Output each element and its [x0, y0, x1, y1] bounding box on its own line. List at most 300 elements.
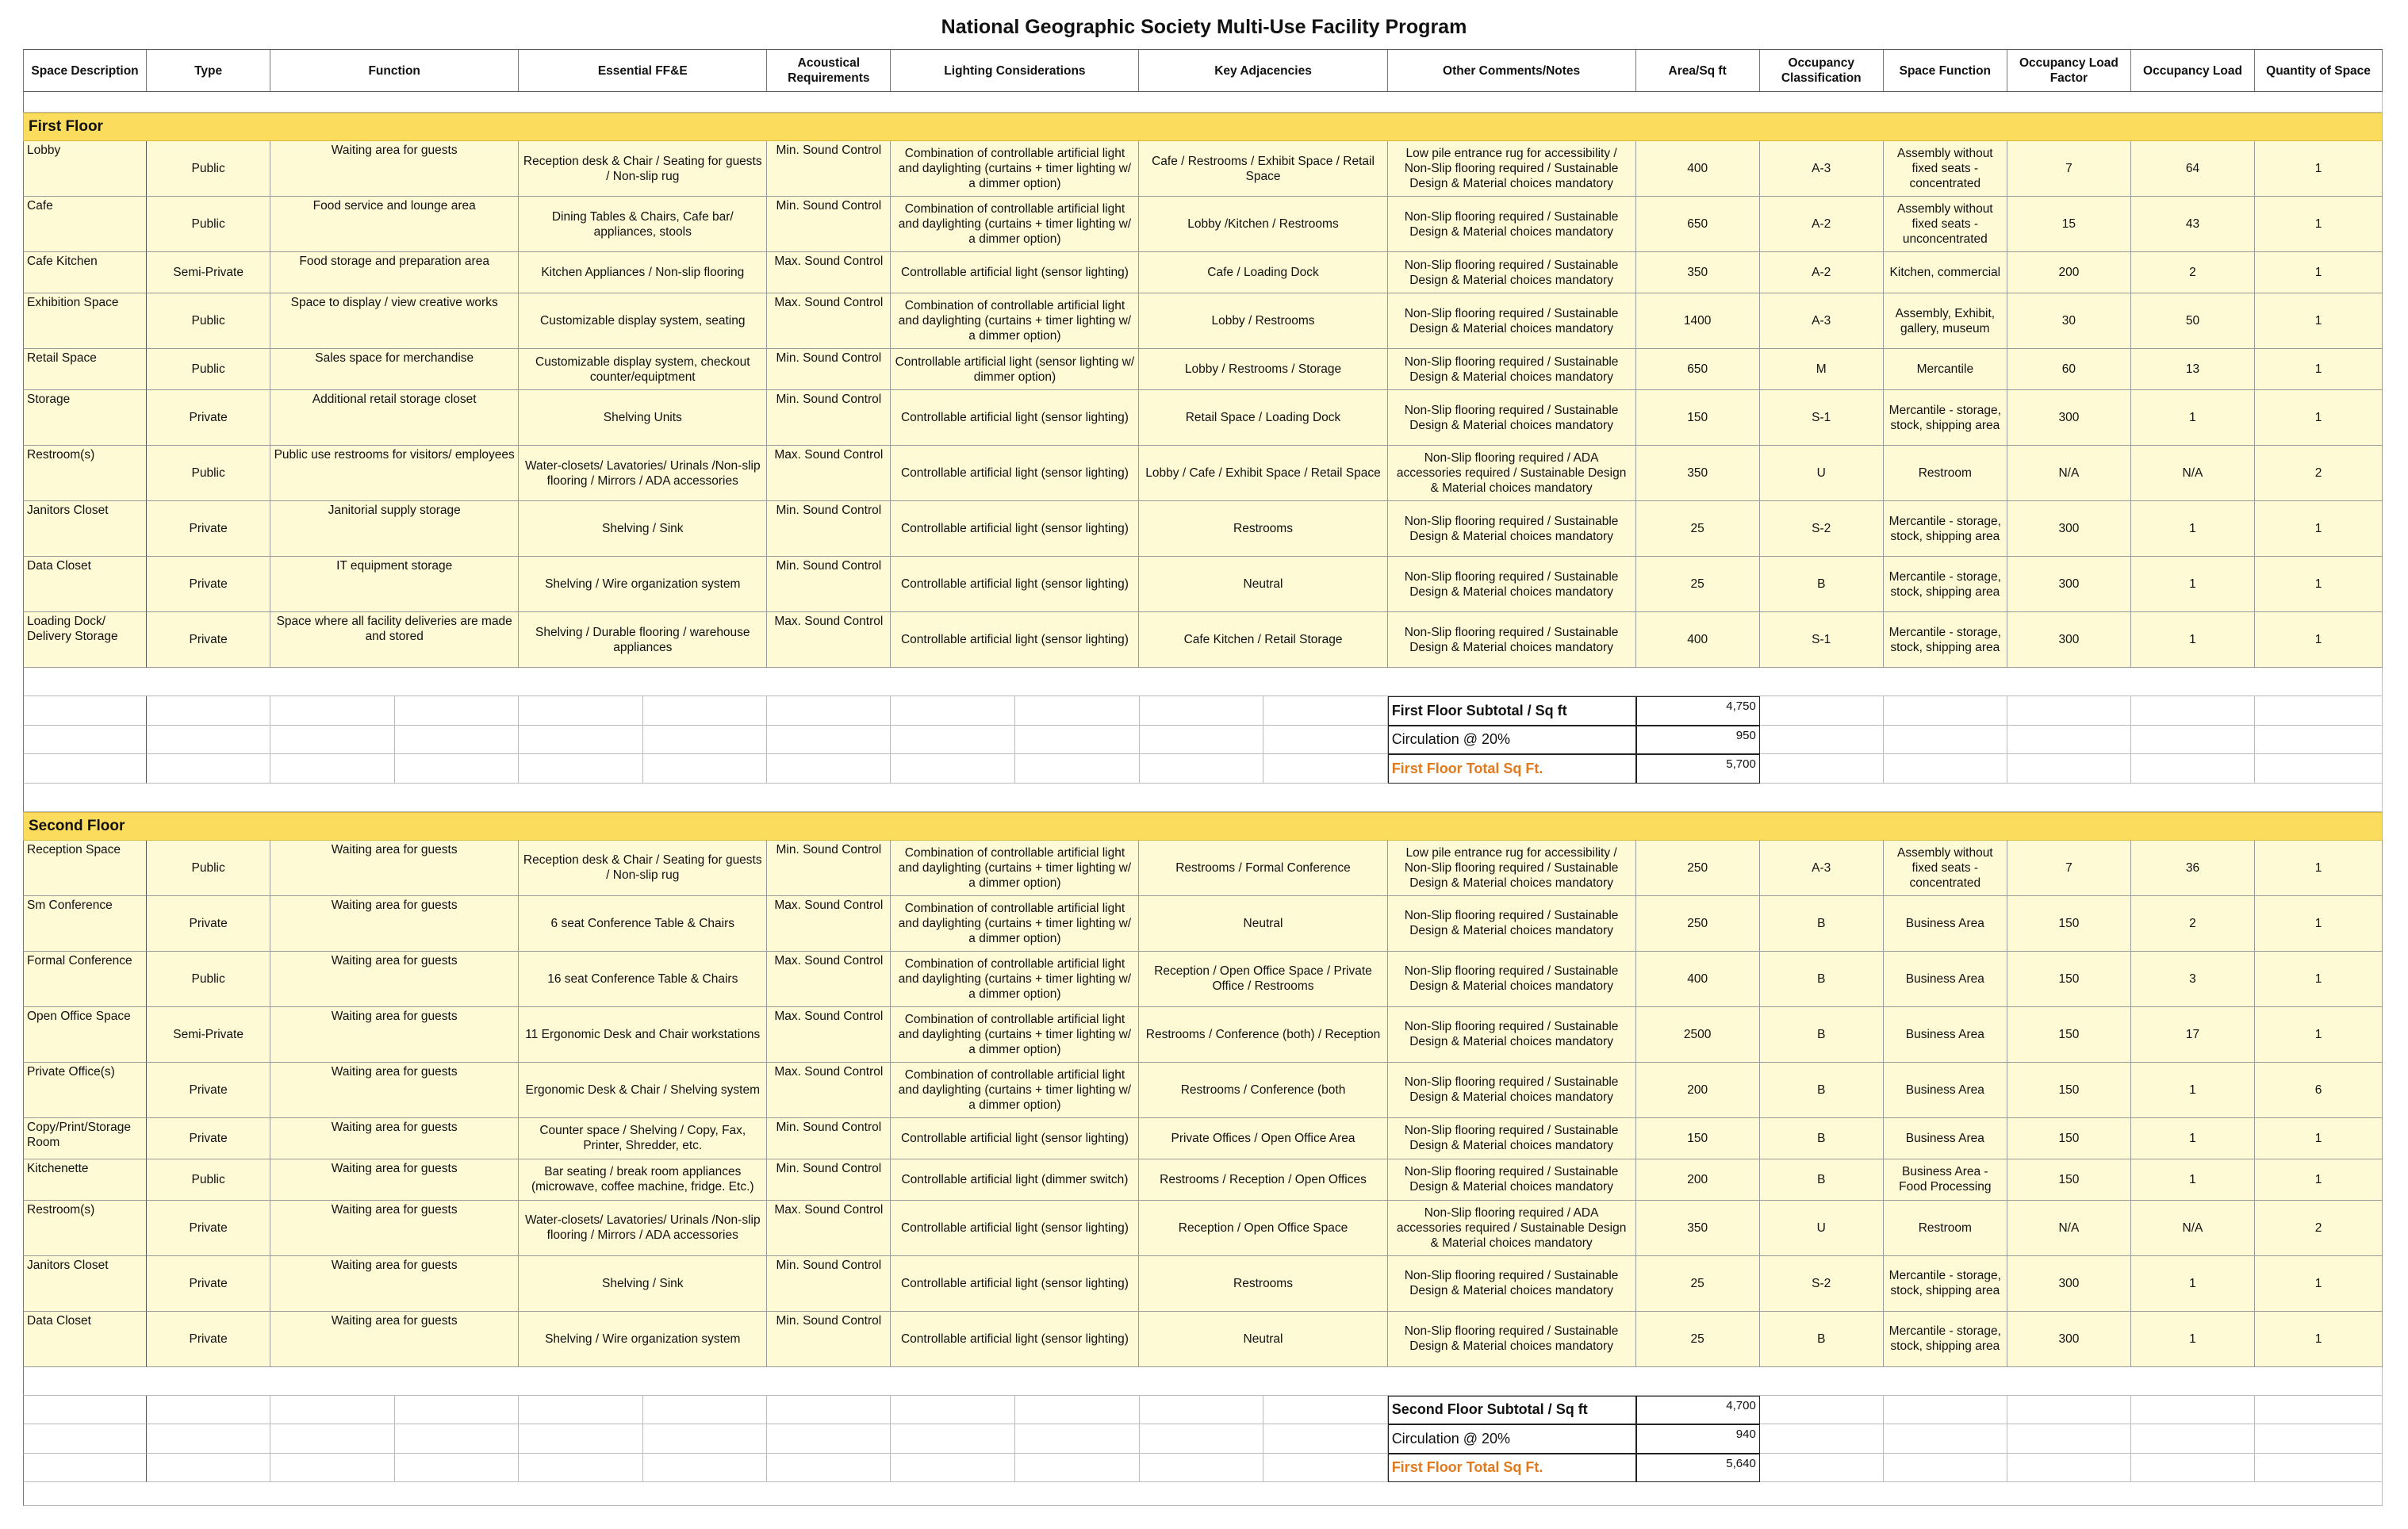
empty-cell	[767, 696, 891, 726]
cell-occupancy-load: 1	[2131, 1159, 2255, 1201]
cell-acoustical-requirements: Max. Sound Control	[767, 252, 891, 293]
cell-type: Semi-Private	[147, 252, 270, 293]
table-row	[23, 1201, 2383, 1256]
empty-cell	[2255, 1454, 2383, 1483]
cell-acoustical-requirements: Min. Sound Control	[767, 349, 891, 390]
cell-space-function: Mercantile - storage, stock, shipping area	[1884, 557, 2007, 612]
cell-occupancy-load-factor: 150	[2007, 1118, 2131, 1159]
cell-essential-ffe: Counter space / Shelving / Copy, Fax, Printer, Shredder, etc.	[519, 1118, 767, 1159]
cell-essential-ffe: Shelving / Wire organization system	[519, 557, 767, 612]
total-row-value: 5,640	[1636, 1454, 1760, 1483]
cell-occupancy-load: 1	[2131, 390, 2255, 446]
empty-cell	[395, 1454, 520, 1483]
empty-cell	[1140, 1396, 1264, 1425]
empty-cell	[1015, 1396, 1140, 1425]
cell-other-notes: Non-Slip flooring required / Sustainable Design & Material choices mandatory	[1388, 501, 1636, 557]
cell-acoustical-requirements: Max. Sound Control	[767, 952, 891, 1007]
cell-key-adjacencies: Reception / Open Office Space	[1139, 1201, 1387, 1256]
empty-cell	[147, 726, 270, 755]
empty-cell	[519, 754, 643, 784]
cell-area: 400	[1636, 141, 1760, 197]
cell-space-description: Restroom(s)	[23, 446, 147, 501]
column-header-other-notes: Other Comments/Notes	[1388, 50, 1636, 92]
column-header-acoustical-requirements: Acoustical Requirements	[767, 50, 891, 92]
blank-cell	[23, 1482, 2383, 1506]
cell-type: Public	[147, 841, 270, 896]
cell-function: Waiting area for guests	[270, 1007, 519, 1063]
empty-cell	[643, 1454, 768, 1483]
cell-function: Waiting area for guests	[270, 1118, 519, 1159]
cell-occupancy-classification: S-2	[1760, 501, 1884, 557]
cell-occupancy-classification: B	[1760, 952, 1884, 1007]
cell-area: 250	[1636, 896, 1760, 952]
cell-function: IT equipment storage	[270, 557, 519, 612]
table-row	[23, 557, 2383, 612]
empty-cell	[2255, 1424, 2383, 1454]
cell-acoustical-requirements: Min. Sound Control	[767, 841, 891, 896]
empty-cell	[643, 754, 768, 784]
table-row	[23, 1118, 2383, 1159]
empty-cell	[23, 1396, 147, 1425]
cell-type: Semi-Private	[147, 1007, 270, 1063]
cell-space-function: Business Area	[1884, 1007, 2007, 1063]
blank-row	[23, 92, 2383, 113]
empty-cell	[2007, 1396, 2131, 1425]
cell-function: Waiting area for guests	[270, 1159, 519, 1201]
empty-cell	[1263, 754, 1388, 784]
empty-cell	[1760, 754, 1884, 784]
table-row	[23, 896, 2383, 952]
subtotal-row-value: 4,700	[1636, 1396, 1760, 1425]
cell-acoustical-requirements: Max. Sound Control	[767, 896, 891, 952]
column-header-quantity: Quantity of Space	[2255, 50, 2383, 92]
cell-space-function: Mercantile - storage, stock, shipping area	[1884, 390, 2007, 446]
empty-cell	[1760, 1424, 1884, 1454]
empty-cell	[2131, 1424, 2255, 1454]
cell-type: Private	[147, 1063, 270, 1118]
cell-space-description: Kitchenette	[23, 1159, 147, 1201]
cell-other-notes: Non-Slip flooring required / Sustainable Design & Material choices mandatory	[1388, 1007, 1636, 1063]
cell-other-notes: Non-Slip flooring required / Sustainable Design & Material choices mandatory	[1388, 1063, 1636, 1118]
cell-essential-ffe: Water-closets/ Lavatories/ Urinals /Non-slip flooring / Mirrors / ADA accessories	[519, 1201, 767, 1256]
cell-lighting-considerations: Controllable artificial light (sensor lighting)	[891, 1256, 1139, 1312]
empty-cell	[767, 726, 891, 755]
column-header-occupancy-load: Occupancy Load	[2131, 50, 2255, 92]
table-row	[23, 390, 2383, 446]
cell-lighting-considerations: Controllable artificial light (sensor lighting)	[891, 557, 1139, 612]
cell-area: 650	[1636, 349, 1760, 390]
cell-essential-ffe: Customizable display system, seating	[519, 293, 767, 349]
circulation-row-value: 940	[1636, 1424, 1760, 1454]
cell-occupancy-load-factor: 300	[2007, 1256, 2131, 1312]
cell-other-notes: Non-Slip flooring required / Sustainable Design & Material choices mandatory	[1388, 896, 1636, 952]
cell-space-description: Data Closet	[23, 1312, 147, 1367]
empty-cell	[147, 696, 270, 726]
cell-occupancy-classification: S-1	[1760, 612, 1884, 668]
floor-header: Second Floor	[23, 812, 2383, 841]
cell-occupancy-load-factor: 150	[2007, 1063, 2131, 1118]
cell-lighting-considerations: Combination of controllable artificial light and daylighting (curtains + timer lighting w/ a dimmer option)	[891, 952, 1139, 1007]
cell-key-adjacencies: Restrooms / Reception / Open Offices	[1139, 1159, 1387, 1201]
empty-cell	[147, 1454, 270, 1483]
cell-quantity: 1	[2255, 952, 2383, 1007]
cell-quantity: 1	[2255, 557, 2383, 612]
empty-cell	[23, 726, 147, 755]
cell-key-adjacencies: Retail Space / Loading Dock	[1139, 390, 1387, 446]
cell-space-function: Assembly, Exhibit, gallery, museum	[1884, 293, 2007, 349]
cell-other-notes: Non-Slip flooring required / ADA accessories required / Sustainable Design & Material choices mandatory	[1388, 1201, 1636, 1256]
cell-area: 350	[1636, 446, 1760, 501]
cell-acoustical-requirements: Max. Sound Control	[767, 1063, 891, 1118]
cell-occupancy-load: 17	[2131, 1007, 2255, 1063]
cell-occupancy-load-factor: 30	[2007, 293, 2131, 349]
empty-cell	[147, 754, 270, 784]
cell-area: 350	[1636, 252, 1760, 293]
blank-row	[23, 1482, 2383, 1506]
cell-lighting-considerations: Combination of controllable artificial light and daylighting (curtains + timer lighting w/ a dimmer option)	[891, 293, 1139, 349]
cell-function: Janitorial supply storage	[270, 501, 519, 557]
table-row	[23, 952, 2383, 1007]
cell-area: 400	[1636, 952, 1760, 1007]
cell-occupancy-load-factor: 300	[2007, 557, 2131, 612]
empty-cell	[2007, 696, 2131, 726]
table-row	[23, 252, 2383, 293]
cell-lighting-considerations: Controllable artificial light (sensor lighting)	[891, 390, 1139, 446]
cell-key-adjacencies: Restrooms / Conference (both) / Reception	[1139, 1007, 1387, 1063]
cell-lighting-considerations: Combination of controllable artificial light and daylighting (curtains + timer lighting w/ a dimmer option)	[891, 896, 1139, 952]
cell-occupancy-load-factor: 150	[2007, 1007, 2131, 1063]
cell-function: Food service and lounge area	[270, 197, 519, 252]
cell-occupancy-load-factor: 15	[2007, 197, 2131, 252]
empty-cell	[767, 754, 891, 784]
cell-key-adjacencies: Cafe / Loading Dock	[1139, 252, 1387, 293]
total-row	[23, 1454, 2383, 1483]
column-header-space-description: Space Description	[23, 50, 147, 92]
blank-row	[23, 1367, 2383, 1396]
empty-cell	[1015, 696, 1140, 726]
cell-space-description: Data Closet	[23, 557, 147, 612]
empty-cell	[2007, 1424, 2131, 1454]
empty-cell	[519, 1424, 643, 1454]
cell-essential-ffe: Shelving / Sink	[519, 1256, 767, 1312]
total-row-label: First Floor Total Sq Ft.	[1388, 754, 1636, 784]
cell-area: 2500	[1636, 1007, 1760, 1063]
table-row	[23, 1007, 2383, 1063]
cell-key-adjacencies: Lobby / Restrooms / Storage	[1139, 349, 1387, 390]
cell-occupancy-classification: B	[1760, 1007, 1884, 1063]
circulation-row	[23, 1424, 2383, 1454]
cell-area: 25	[1636, 1312, 1760, 1367]
cell-quantity: 6	[2255, 1063, 2383, 1118]
cell-other-notes: Non-Slip flooring required / Sustainable Design & Material choices mandatory	[1388, 252, 1636, 293]
cell-acoustical-requirements: Min. Sound Control	[767, 1256, 891, 1312]
empty-cell	[2255, 726, 2383, 755]
cell-type: Private	[147, 896, 270, 952]
cell-acoustical-requirements: Min. Sound Control	[767, 390, 891, 446]
empty-cell	[891, 1396, 1015, 1425]
empty-cell	[2007, 1454, 2131, 1483]
empty-cell	[2131, 754, 2255, 784]
cell-occupancy-load-factor: 200	[2007, 252, 2131, 293]
subtotal-row-label: First Floor Subtotal / Sq ft	[1388, 696, 1636, 726]
table-row	[23, 197, 2383, 252]
cell-area: 350	[1636, 1201, 1760, 1256]
cell-type: Private	[147, 612, 270, 668]
cell-quantity: 1	[2255, 841, 2383, 896]
cell-space-description: Lobby	[23, 141, 147, 197]
cell-acoustical-requirements: Max. Sound Control	[767, 612, 891, 668]
cell-occupancy-classification: U	[1760, 446, 1884, 501]
empty-cell	[270, 696, 395, 726]
cell-occupancy-load-factor: 300	[2007, 501, 2131, 557]
cell-occupancy-load: N/A	[2131, 446, 2255, 501]
column-header-lighting-considerations: Lighting Considerations	[891, 50, 1139, 92]
empty-cell	[270, 1424, 395, 1454]
empty-cell	[891, 1454, 1015, 1483]
cell-essential-ffe: Reception desk & Chair / Seating for guests / Non-slip rug	[519, 141, 767, 197]
empty-cell	[2131, 1396, 2255, 1425]
cell-key-adjacencies: Neutral	[1139, 896, 1387, 952]
table-row	[23, 1312, 2383, 1367]
empty-cell	[891, 1424, 1015, 1454]
cell-lighting-considerations: Combination of controllable artificial light and daylighting (curtains + timer lighting w/ a dimmer option)	[891, 1007, 1139, 1063]
empty-cell	[1263, 726, 1388, 755]
empty-cell	[1263, 696, 1388, 726]
cell-occupancy-classification: M	[1760, 349, 1884, 390]
cell-occupancy-load-factor: 7	[2007, 141, 2131, 197]
cell-other-notes: Non-Slip flooring required / Sustainable Design & Material choices mandatory	[1388, 349, 1636, 390]
cell-occupancy-load: 64	[2131, 141, 2255, 197]
cell-quantity: 1	[2255, 197, 2383, 252]
cell-key-adjacencies: Lobby / Cafe / Exhibit Space / Retail Space	[1139, 446, 1387, 501]
cell-other-notes: Non-Slip flooring required / Sustainable Design & Material choices mandatory	[1388, 557, 1636, 612]
empty-cell	[23, 696, 147, 726]
cell-essential-ffe: Shelving Units	[519, 390, 767, 446]
empty-cell	[1140, 754, 1264, 784]
cell-function: Sales space for merchandise	[270, 349, 519, 390]
cell-area: 250	[1636, 841, 1760, 896]
cell-lighting-considerations: Controllable artificial light (sensor lighting)	[891, 501, 1139, 557]
cell-type: Private	[147, 501, 270, 557]
circulation-row-value: 950	[1636, 726, 1760, 755]
cell-quantity: 2	[2255, 1201, 2383, 1256]
empty-cell	[767, 1396, 891, 1425]
cell-other-notes: Non-Slip flooring required / ADA accessories required / Sustainable Design & Material choices mandatory	[1388, 446, 1636, 501]
cell-space-function: Mercantile - storage, stock, shipping area	[1884, 1312, 2007, 1367]
column-header-occupancy-load-factor: Occupancy Load Factor	[2007, 50, 2131, 92]
cell-function: Space where all facility deliveries are made and stored	[270, 612, 519, 668]
cell-occupancy-load: N/A	[2131, 1201, 2255, 1256]
column-header-essential-ffe: Essential FF&E	[519, 50, 767, 92]
cell-lighting-considerations: Combination of controllable artificial light and daylighting (curtains + timer lighting w/ a dimmer option)	[891, 841, 1139, 896]
column-header-type: Type	[147, 50, 270, 92]
cell-key-adjacencies: Neutral	[1139, 1312, 1387, 1367]
cell-essential-ffe: Bar seating / break room appliances (microwave, coffee machine, fridge. Etc.)	[519, 1159, 767, 1201]
empty-cell	[23, 1424, 147, 1454]
cell-quantity: 1	[2255, 1256, 2383, 1312]
cell-quantity: 1	[2255, 293, 2383, 349]
blank-cell	[23, 668, 2383, 696]
cell-other-notes: Non-Slip flooring required / Sustainable Design & Material choices mandatory	[1388, 612, 1636, 668]
total-row-value: 5,700	[1636, 754, 1760, 784]
cell-quantity: 1	[2255, 141, 2383, 197]
cell-occupancy-load-factor: 150	[2007, 896, 2131, 952]
cell-occupancy-load-factor: N/A	[2007, 446, 2131, 501]
empty-cell	[2255, 754, 2383, 784]
cell-function: Waiting area for guests	[270, 896, 519, 952]
empty-cell	[643, 1396, 768, 1425]
cell-space-function: Mercantile - storage, stock, shipping area	[1884, 501, 2007, 557]
cell-occupancy-classification: A-2	[1760, 197, 1884, 252]
subtotal-row	[23, 696, 2383, 726]
empty-cell	[1263, 1424, 1388, 1454]
cell-lighting-considerations: Controllable artificial light (sensor lighting)	[891, 1312, 1139, 1367]
cell-space-description: Formal Conference	[23, 952, 147, 1007]
cell-function: Waiting area for guests	[270, 1201, 519, 1256]
empty-cell	[891, 726, 1015, 755]
cell-function: Waiting area for guests	[270, 1256, 519, 1312]
empty-cell	[270, 726, 395, 755]
cell-lighting-considerations: Controllable artificial light (sensor lighting)	[891, 612, 1139, 668]
cell-space-description: Janitors Closet	[23, 1256, 147, 1312]
cell-occupancy-load-factor: 300	[2007, 1312, 2131, 1367]
cell-acoustical-requirements: Min. Sound Control	[767, 557, 891, 612]
program-table	[23, 49, 2383, 1506]
empty-cell	[1884, 696, 2007, 726]
empty-cell	[1140, 1454, 1264, 1483]
cell-area: 25	[1636, 501, 1760, 557]
cell-space-description: Open Office Space	[23, 1007, 147, 1063]
cell-lighting-considerations: Controllable artificial light (sensor lighting)	[891, 1201, 1139, 1256]
cell-acoustical-requirements: Min. Sound Control	[767, 1312, 891, 1367]
circulation-row-label: Circulation @ 20%	[1388, 1424, 1636, 1454]
cell-space-description: Sm Conference	[23, 896, 147, 952]
cell-quantity: 1	[2255, 1118, 2383, 1159]
cell-occupancy-load: 1	[2131, 1063, 2255, 1118]
cell-other-notes: Non-Slip flooring required / Sustainable Design & Material choices mandatory	[1388, 390, 1636, 446]
cell-occupancy-classification: B	[1760, 1118, 1884, 1159]
empty-cell	[1760, 696, 1884, 726]
cell-type: Public	[147, 141, 270, 197]
cell-space-function: Mercantile - storage, stock, shipping area	[1884, 1256, 2007, 1312]
cell-occupancy-load: 1	[2131, 1118, 2255, 1159]
cell-other-notes: Non-Slip flooring required / Sustainable Design & Material choices mandatory	[1388, 1118, 1636, 1159]
cell-type: Public	[147, 952, 270, 1007]
cell-occupancy-classification: B	[1760, 1312, 1884, 1367]
cell-lighting-considerations: Combination of controllable artificial light and daylighting (curtains + timer lighting w/ a dimmer option)	[891, 1063, 1139, 1118]
cell-lighting-considerations: Combination of controllable artificial light and daylighting (curtains + timer lighting w/ a dimmer option)	[891, 141, 1139, 197]
table-row	[23, 349, 2383, 390]
cell-area: 150	[1636, 1118, 1760, 1159]
cell-type: Private	[147, 390, 270, 446]
table-row	[23, 501, 2383, 557]
cell-other-notes: Non-Slip flooring required / Sustainable Design & Material choices mandatory	[1388, 952, 1636, 1007]
empty-cell	[147, 1424, 270, 1454]
cell-type: Public	[147, 349, 270, 390]
empty-cell	[1760, 726, 1884, 755]
cell-acoustical-requirements: Max. Sound Control	[767, 293, 891, 349]
empty-cell	[767, 1454, 891, 1483]
table-row	[23, 1063, 2383, 1118]
cell-other-notes: Non-Slip flooring required / Sustainable Design & Material choices mandatory	[1388, 197, 1636, 252]
cell-function: Waiting area for guests	[270, 841, 519, 896]
cell-occupancy-classification: B	[1760, 557, 1884, 612]
cell-key-adjacencies: Restrooms / Formal Conference	[1139, 841, 1387, 896]
cell-acoustical-requirements: Max. Sound Control	[767, 1007, 891, 1063]
cell-quantity: 1	[2255, 1159, 2383, 1201]
blank-cell	[23, 784, 2383, 812]
blank-cell	[23, 1367, 2383, 1396]
blank-row	[23, 784, 2383, 812]
cell-quantity: 1	[2255, 896, 2383, 952]
cell-quantity: 1	[2255, 1312, 2383, 1367]
empty-cell	[1884, 1454, 2007, 1483]
cell-lighting-considerations: Controllable artificial light (sensor lighting)	[891, 252, 1139, 293]
subtotal-row-value: 4,750	[1636, 696, 1760, 726]
cell-space-description: Copy/Print/Storage Room	[23, 1118, 147, 1159]
cell-function: Waiting area for guests	[270, 952, 519, 1007]
cell-other-notes: Non-Slip flooring required / Sustainable Design & Material choices mandatory	[1388, 293, 1636, 349]
cell-space-description: Loading Dock/ Delivery Storage	[23, 612, 147, 668]
empty-cell	[1015, 726, 1140, 755]
table-row	[23, 841, 2383, 896]
cell-occupancy-classification: A-3	[1760, 293, 1884, 349]
empty-cell	[519, 1396, 643, 1425]
cell-essential-ffe: Customizable display system, checkout counter/equiptment	[519, 349, 767, 390]
empty-cell	[2131, 726, 2255, 755]
cell-occupancy-classification: A-2	[1760, 252, 1884, 293]
empty-cell	[1015, 754, 1140, 784]
empty-cell	[1884, 1396, 2007, 1425]
cell-essential-ffe: 6 seat Conference Table & Chairs	[519, 896, 767, 952]
cell-key-adjacencies: Restrooms	[1139, 1256, 1387, 1312]
cell-space-function: Restroom	[1884, 1201, 2007, 1256]
cell-quantity: 1	[2255, 501, 2383, 557]
empty-cell	[2007, 726, 2131, 755]
cell-space-description: Cafe Kitchen	[23, 252, 147, 293]
cell-quantity: 1	[2255, 612, 2383, 668]
cell-other-notes: Non-Slip flooring required / Sustainable Design & Material choices mandatory	[1388, 1312, 1636, 1367]
cell-occupancy-load-factor: 60	[2007, 349, 2131, 390]
cell-occupancy-classification: B	[1760, 1159, 1884, 1201]
cell-area: 1400	[1636, 293, 1760, 349]
cell-essential-ffe: Water-closets/ Lavatories/ Urinals /Non-slip flooring / Mirrors / ADA accessories	[519, 446, 767, 501]
cell-type: Private	[147, 557, 270, 612]
cell-space-function: Assembly without fixed seats - concentrated	[1884, 841, 2007, 896]
table-row	[23, 1159, 2383, 1201]
cell-space-description: Retail Space	[23, 349, 147, 390]
cell-space-function: Business Area	[1884, 896, 2007, 952]
cell-essential-ffe: 11 Ergonomic Desk and Chair workstations	[519, 1007, 767, 1063]
empty-cell	[891, 754, 1015, 784]
empty-cell	[270, 1454, 395, 1483]
cell-space-function: Business Area	[1884, 952, 2007, 1007]
cell-area: 400	[1636, 612, 1760, 668]
empty-cell	[2131, 696, 2255, 726]
empty-cell	[891, 696, 1015, 726]
cell-occupancy-load-factor: 150	[2007, 1159, 2131, 1201]
cell-type: Public	[147, 446, 270, 501]
cell-occupancy-load: 13	[2131, 349, 2255, 390]
cell-key-adjacencies: Reception / Open Office Space / Private Office / Restrooms	[1139, 952, 1387, 1007]
empty-cell	[2255, 696, 2383, 726]
floor-header: First Floor	[23, 113, 2383, 141]
cell-other-notes: Non-Slip flooring required / Sustainable Design & Material choices mandatory	[1388, 1256, 1636, 1312]
cell-function: Public use restrooms for visitors/ employees	[270, 446, 519, 501]
empty-cell	[519, 726, 643, 755]
cell-space-function: Mercantile - storage, stock, shipping area	[1884, 612, 2007, 668]
total-row-label: First Floor Total Sq Ft.	[1388, 1454, 1636, 1483]
